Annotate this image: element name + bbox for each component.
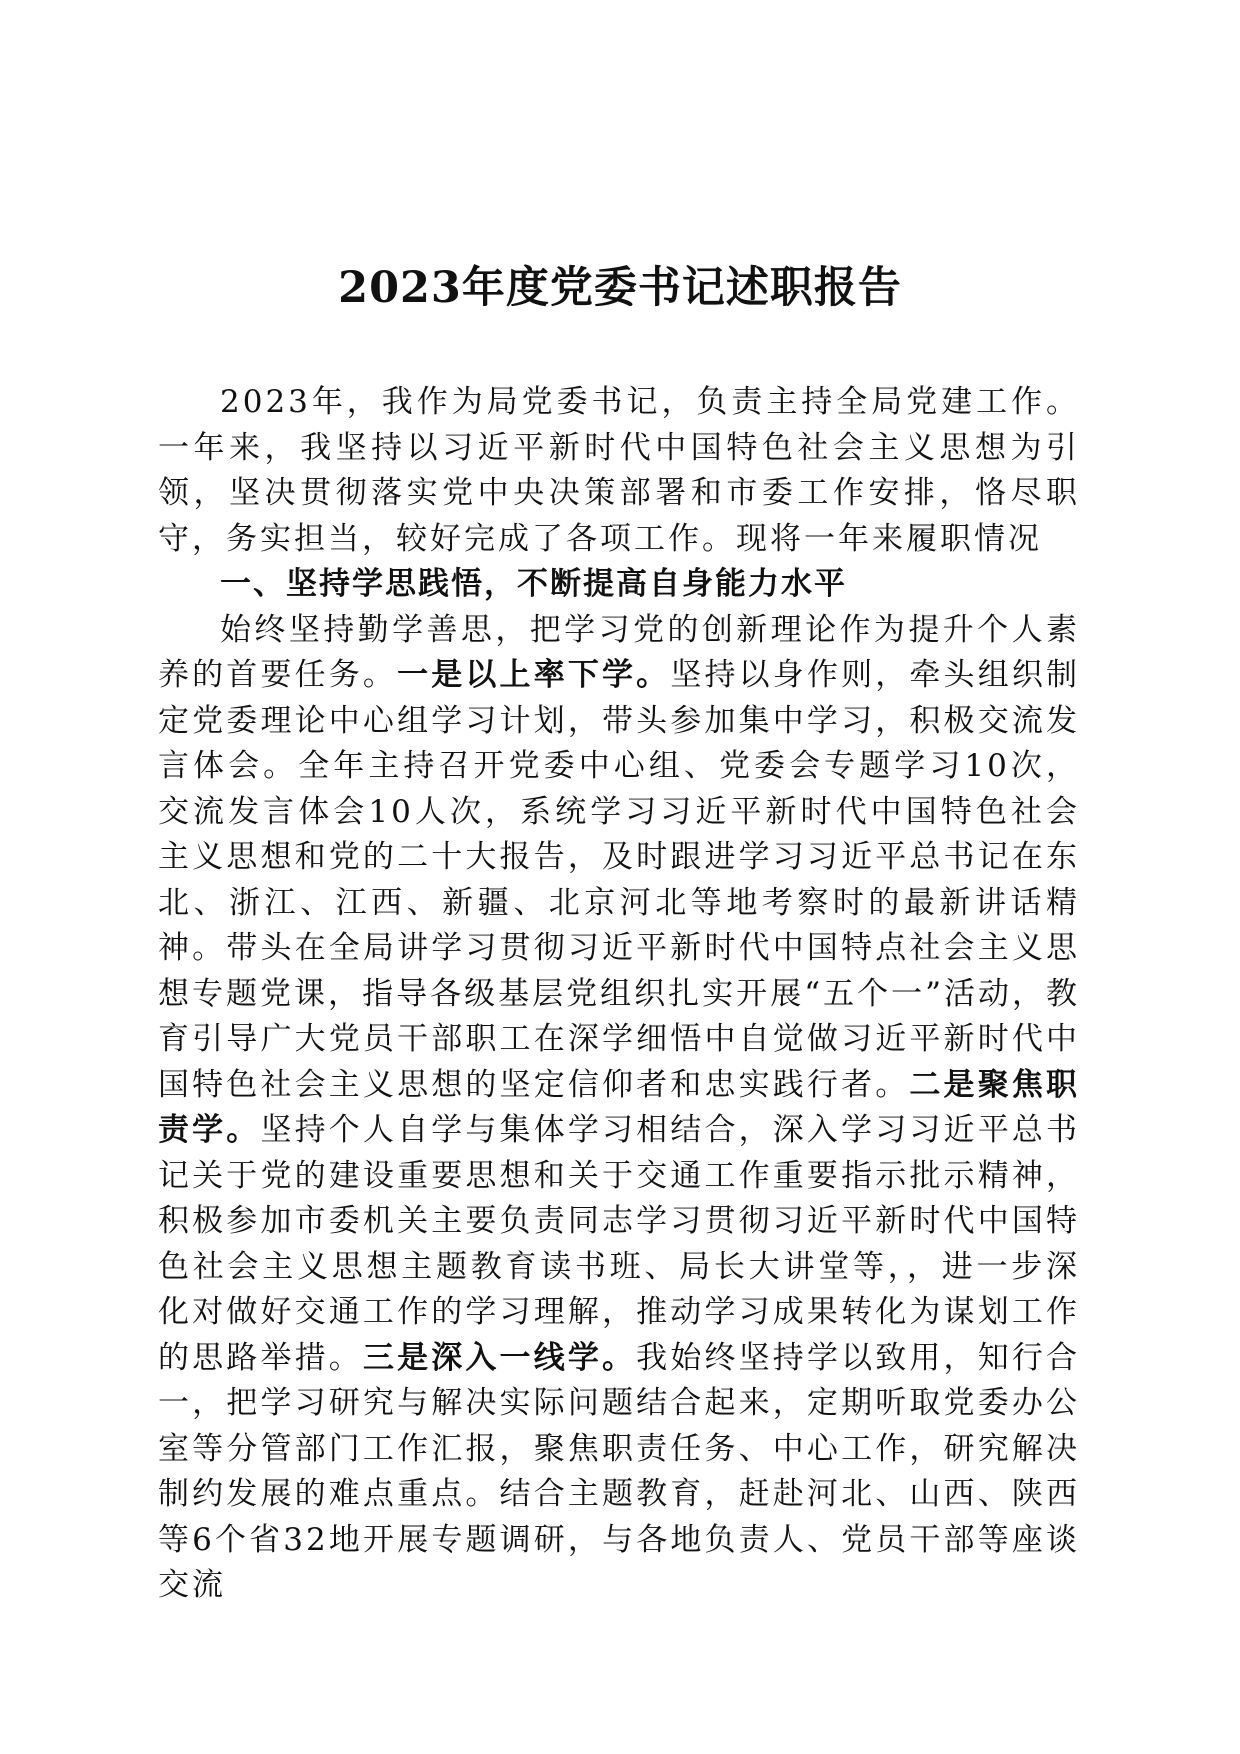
intro-paragraph: 2023年，我作为局党委书记，负责主持全局党建工作。一年来，我坚持以习近平新时代中国特色社会主义思想为引领，坚决贯彻落实党中央决策部署和市委工作安排，恪尽职守，务实担当，较好完成了各项工作。现将一年来履职情况	[158, 384, 1080, 557]
section-heading: 一、坚持学思践悟，不断提高自身能力水平	[220, 566, 847, 602]
paragraph-text: 坚持以身作则，牵头组织制定党委理论中心组学习计划，带头参加集中学习，积极交流发言体会。全年主持召开党委中心组、党委会专题学习10次，交流发言体会10人次，系统学习习近平新时代中国特色社会主义思想和党的二十大报告，及时跟进学习习近平总书记在东北、浙江、江西、新疆、北京河北等地考察时的最新讲话精神。带头在全局讲学习贯彻习近平新时代中国特点社会主义思想专题党课，指导各级基层党组织扎实开展“五个一”活动，教育引导广大党员干部职工在深学细悟中自觉做习近平新时代中国特色社会主义思想的坚定信仰者和忠实践行者。	[158, 657, 1081, 1103]
emphasis-text: 一是以上率下学。	[397, 657, 671, 693]
emphasis-text: 二是聚焦职责学。	[158, 1066, 1081, 1148]
paragraph-text: 始终坚持勤学善思，把学习党的创新理论作为提升个人素养的首要任务。	[158, 611, 1080, 693]
document-body	[158, 380, 1080, 1609]
section-paragraph	[158, 608, 1080, 1609]
paragraph-text: 坚持个人自学与集体学习相结合，深入学习习近平总书记关于党的建设重要思想和关于交通工作重要指示批示精神，积极参加市委机关主要负责同志学习贯彻习近平新时代中国特色社会主义思想主题教育读书班、局长大讲堂等，，进一步深化对做好交通工作的学习理解，推动学习成果转化为谋划工作的思路举措。	[158, 1112, 1081, 1376]
paragraph-text: 我始终坚持学以致用，知行合一，把学习研究与解决实际问题结合起来，定期听取党委办公室等分管部门工作汇报，聚焦职责任务、中心工作，研究解决制约发展的难点重点。结合主题教育，赶赴河北、山西、陕西等6个省32地开展专题调研，与各地负责人、党员干部等座谈交流	[158, 1339, 1081, 1603]
emphasis-text: 三是深入一线学。	[362, 1339, 637, 1376]
document-title: 2023年度党委书记述职报告	[338, 263, 902, 313]
